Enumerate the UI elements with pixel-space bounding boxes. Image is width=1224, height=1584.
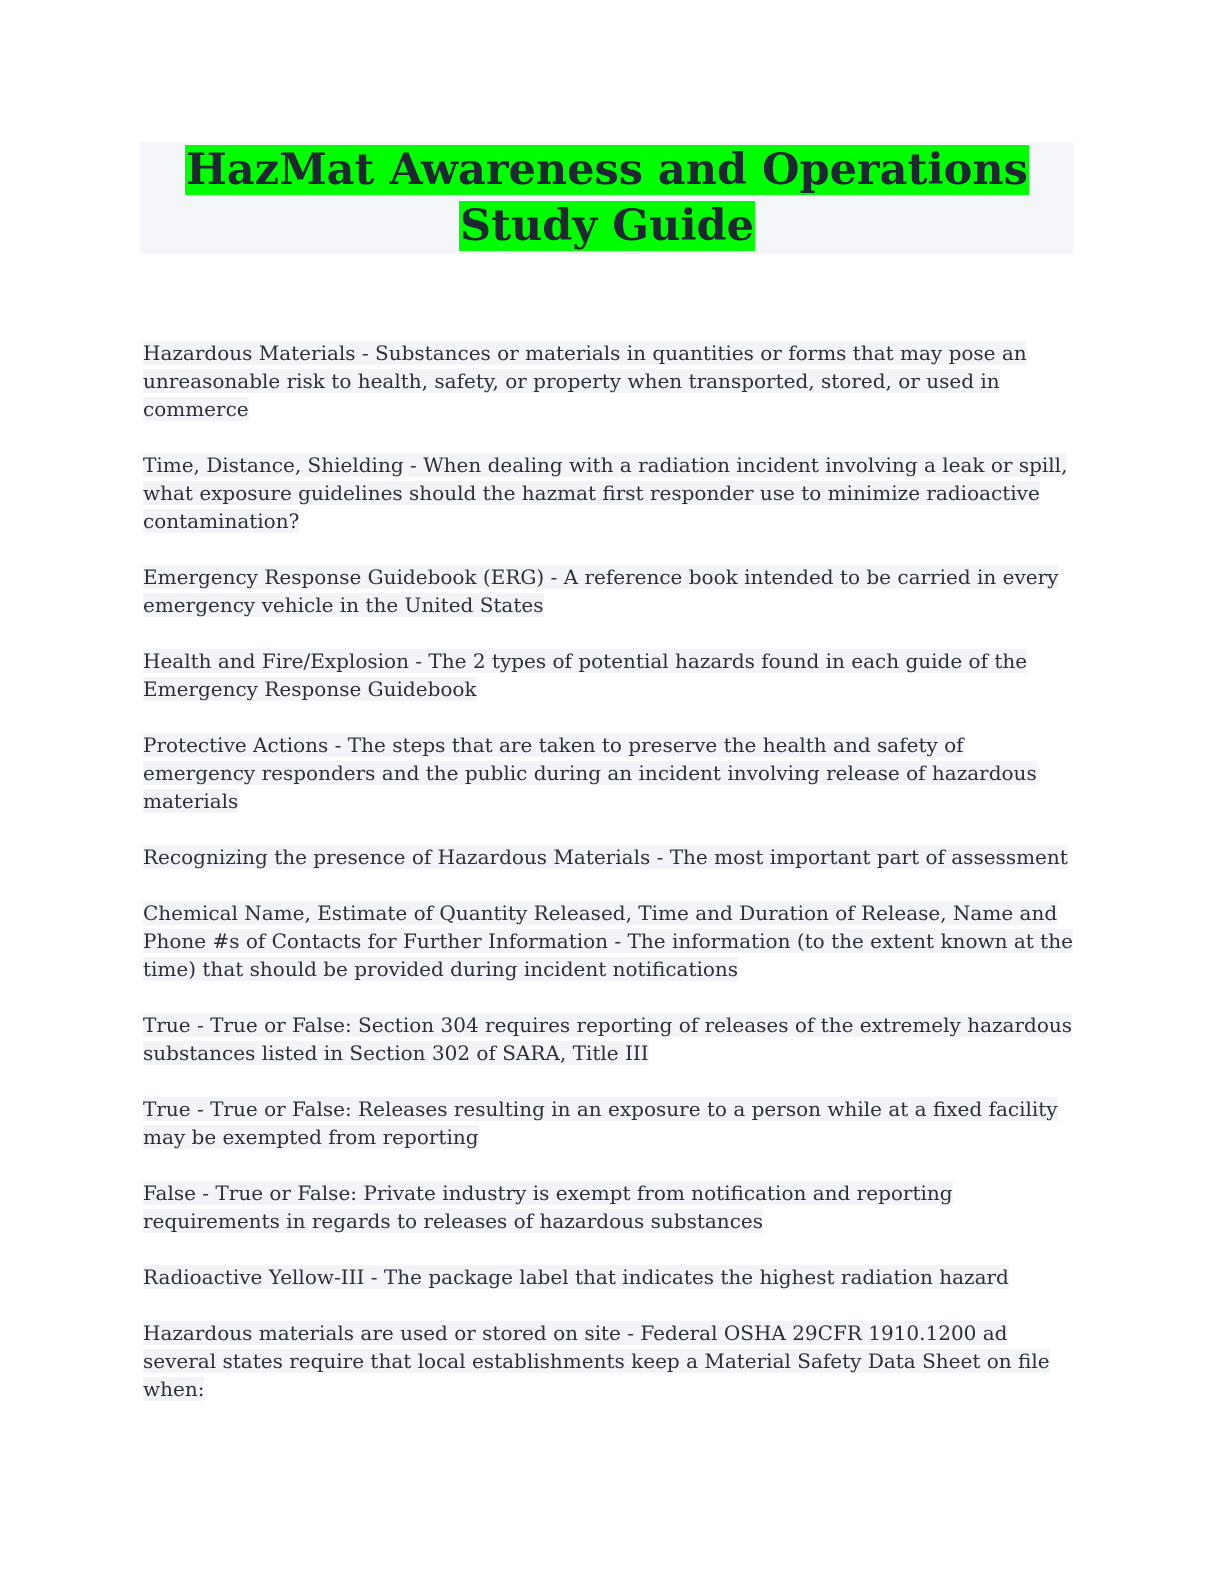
study-entry-text: Protective Actions - The steps that are taken to preserve the health and safety of emergency responders and the public during an incident involving release of hazardous materials [143,733,1037,813]
study-entry-text: Chemical Name, Estimate of Quantity Released, Time and Duration of Release, Name and Phone #s of Contacts for Further Information - The information (to the extent known at the time) that should be provided during incident notifications [143,901,1073,981]
study-entry-text: Hazardous Materials - Substances or materials in quantities or forms that may pose an unreasonable risk to health, safety, or property when transported, stored, or used in commerce [143,341,1027,421]
study-entry [143,899,1078,983]
study-entry-text: True - True or False: Releases resulting in an exposure to a person while at a fixed facility may be exempted from reporting [143,1097,1058,1149]
study-entry [143,1319,1078,1403]
study-entry [143,563,1078,619]
study-entries [143,339,1078,1431]
page-title-text: HazMat Awareness and Operations Study Guide [186,145,1028,251]
study-entry-text: False - True or False: Private industry is exempt from notification and reporting requirements in regards to releases of hazardous substances [143,1181,953,1233]
study-entry [143,1179,1078,1235]
study-entry-text: Time, Distance, Shielding - When dealing with a radiation incident involving a leak or spill, what exposure guidelines should the hazmat first responder use to minimize radioactive contamination? [143,453,1068,533]
page-title [140,142,1074,254]
study-entry-text: Health and Fire/Explosion - The 2 types of potential hazards found in each guide of the Emergency Response Guidebook [143,649,1028,701]
study-entry-text: Hazardous materials are used or stored on site - Federal OSHA 29CFR 1910.1200 ad several states require that local establishments keep a Material Safety Data Sheet on file when: [143,1321,1050,1401]
study-entry-text: Recognizing the presence of Hazardous Materials - The most important part of assessment [143,845,1068,869]
study-entry [143,1011,1078,1067]
title-block [140,142,1074,254]
study-entry [143,647,1078,703]
study-entry [143,1263,1078,1291]
study-entry [143,731,1078,815]
study-entry-text: True - True or False: Section 304 requires reporting of releases of the extremely hazardous substances listed in Section 302 of SARA, Title III [143,1013,1073,1065]
study-entry-text: Emergency Response Guidebook (ERG) - A reference book intended to be carried in every emergency vehicle in the United States [143,565,1059,617]
study-entry [143,843,1078,871]
study-entry [143,451,1078,535]
study-entry [143,339,1078,423]
study-entry [143,1095,1078,1151]
study-entry-text: Radioactive Yellow-III - The package label that indicates the highest radiation hazard [143,1265,1009,1289]
